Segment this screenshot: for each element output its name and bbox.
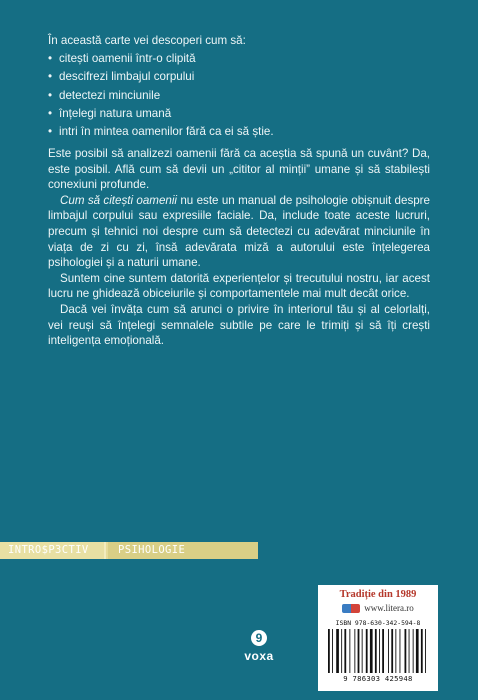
- blurb-paragraph-4: Dacă vei învăța cum să arunci o privire în interiorul tău și al celorlalți, vei reuși să înțelegi semnalele subtile pe care le trimiți și să îți crești inteligența emoțională.: [48, 302, 430, 348]
- blurb-answer: Da, este posibil. Află cum să devii un „cititor al minții” umane și să stabilești conexiuni profunde.: [48, 147, 430, 192]
- intro-list: [48, 50, 448, 141]
- barcode-digits: 9 786303 425948: [343, 674, 413, 683]
- blurb: [48, 146, 430, 349]
- barcode: [326, 629, 430, 673]
- genre-label: PSIHOLOGIE: [118, 544, 186, 556]
- site-row: [318, 602, 438, 614]
- list-item: • înțelegi natura umană: [48, 105, 448, 123]
- list-item: • descifrezi limbajul corpului: [48, 68, 448, 86]
- category-bar: [0, 542, 258, 559]
- blurb-question: Este posibil să analizezi oamenii fără ca aceștia să spună un cuvânt?: [48, 147, 409, 160]
- blurb-paragraph-3: Suntem cine suntem datorită experiențelor și trecutului nostru, iar acest lucru ne ghidează obiceiurile și comportamentele mai mult decât orice.: [48, 271, 430, 301]
- publisher-logo: [234, 630, 284, 663]
- blurb-paragraph-2-text: nu este un manual de psihologie obișnuit despre limbajul corpului sau expresiile faciale. Da, include toate aceste lucruri, precum și tehnici noi despre cum să detectezi cu adevărat minciunile în viața de zi cu zi, însă adevărata miză a autorului este înțelegerea psihologiei și a naturii umane.: [48, 193, 430, 270]
- intro-heading: În această carte vei descoperi cum să:: [48, 34, 246, 47]
- intro-section: [48, 32, 448, 141]
- isbn-label: ISBN 978-630-342-594-8: [335, 619, 421, 627]
- publisher-mark-icon: 9: [251, 630, 267, 646]
- blurb-paragraph-2: [48, 193, 430, 271]
- list-item: • intri în mintea oamenilor fără ca ei să știe.: [48, 123, 448, 141]
- price-box: [318, 585, 438, 691]
- list-item: • detectezi minciunile: [48, 87, 448, 105]
- tradition-label: Tradiție din 1989: [339, 589, 417, 600]
- publisher-name: voxa: [244, 649, 274, 663]
- litera-logo-icon: [342, 604, 360, 613]
- blurb-paragraph-1: [48, 146, 430, 193]
- website-link[interactable]: www.litera.ro: [364, 603, 414, 613]
- series-label: INTRO$P3CTIV: [8, 544, 89, 556]
- book-title: Cum să citești oamenii: [60, 193, 177, 207]
- list-item: • citești oamenii într-o clipită: [48, 50, 448, 68]
